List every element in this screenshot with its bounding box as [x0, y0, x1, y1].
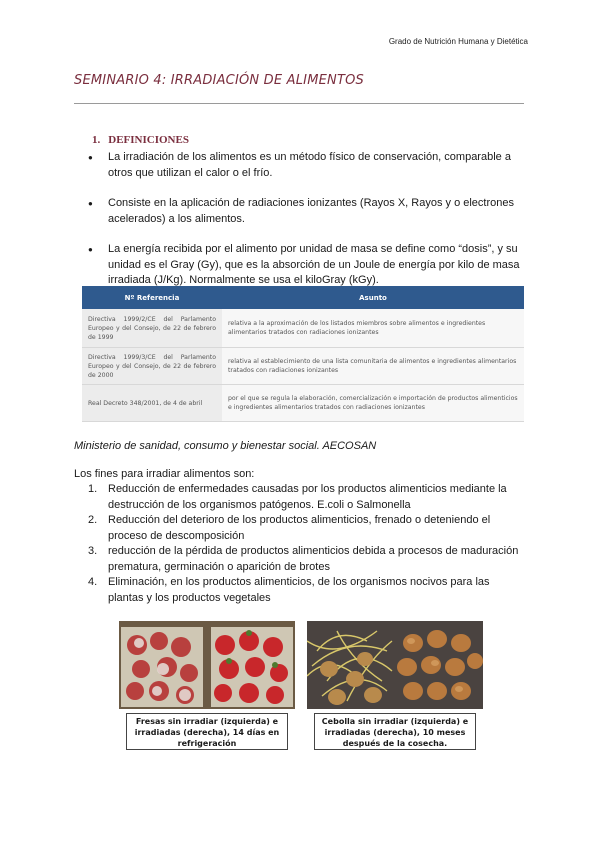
aims-list [88, 482, 528, 606]
list-item: ● La energía recibida por el alimento por unidad de masa se define como “dosis”, y su unidad es el Gray (Gy), que es la absorción de un Joule de energía por kilo de masa irradiada (J/Kg). Normalmente se usa el kiloGray (kGy). [88, 242, 528, 289]
strawberries-photo [119, 621, 295, 709]
list-item [88, 575, 528, 606]
list-item [88, 482, 528, 513]
table-cell-subject: relativa al establecimiento de una lista comunitaria de alimentos e ingredientes alimentarios tratados con radiaciones ionizantes [222, 348, 524, 385]
section-title: DEFINICIONES [108, 134, 189, 146]
table-cell-subject: relativa a la aproximación de los listados miembros sobre alimentos e ingredientes alimentarios tratados con radiaciones ionizantes [222, 309, 524, 348]
strawberries-caption: Fresas sin irradiar (izquierda) e irradiadas (derecha), 14 días en refrigeración [126, 713, 288, 750]
table-source: Ministerio de sanidad, consumo y bienestar social. AECOSAN [74, 440, 377, 452]
list-text: reducción de la pérdida de productos alimenticios debida a procesos de maduración prematura, germinación o aparición de brotes [108, 545, 519, 573]
list-number: 2. [88, 514, 98, 526]
list-text: Reducción de enfermedades causadas por los productos alimenticios mediante la destrucción de los organismos patógenos. E.coli o Salmonella [108, 483, 507, 511]
page-title: SEMINARIO 4: IRRADIACIÓN DE ALIMENTOS [74, 73, 364, 88]
title-divider [74, 103, 524, 104]
table-header-row [82, 286, 524, 309]
table-cell-reference: Directiva 1999/2/CE del Parlamento Europeo y del Consejo, de 22 de febrero de 1999 [82, 309, 222, 348]
onions-photo [307, 621, 483, 709]
aims-intro: Los fines para irradiar alimentos son: [74, 468, 255, 480]
list-item: ● Consiste en la aplicación de radiaciones ionizantes (Rayos X, Rayos y o electrones acelerados) a los alimentos. [88, 196, 528, 227]
section-heading [92, 134, 189, 146]
table-cell-subject: por el que se regula la elaboración, comercialización e importación de productos alimenticios e ingredientes alimentarios tratados con radiaciones ionizantes [222, 385, 524, 422]
list-item: ● La irradiación de los alimentos es un método físico de conservación, comparable a otros que utilizan el calor o el frío. [88, 150, 528, 181]
list-number: 4. [88, 576, 98, 588]
list-item [88, 513, 528, 544]
definitions-list [88, 150, 528, 304]
table-row [82, 309, 524, 348]
table-cell-reference: Real Decreto 348/2001, de 4 de abril [82, 385, 222, 422]
table-cell-reference: Directiva 1999/3/CE del Parlamento Europeo y del Consejo, de 22 de febrero de 2000 [82, 348, 222, 385]
list-number: 3. [88, 545, 98, 557]
table-header-subject: Asunto [222, 286, 524, 309]
legislation-table [82, 286, 524, 422]
section-number: 1. [92, 134, 101, 146]
list-text: Reducción del deterioro de los productos alimenticios, frenado o deteniendo el proceso de descomposición [108, 514, 491, 542]
table-row [82, 348, 524, 385]
list-item [88, 544, 528, 575]
onions-caption: Cebolla sin irradiar (izquierda) e irradiadas (derecha), 10 meses después de la cosecha. [314, 713, 476, 750]
list-number: 1. [88, 483, 98, 495]
list-text: Eliminación, en los productos alimenticios, de los organismos nocivos para las plantas y los productos vegetales [108, 576, 490, 604]
course-header: Grado de Nutrición Humana y Dietética [388, 37, 528, 46]
table-row [82, 385, 524, 422]
table-header-reference: Nº Referencia [82, 286, 222, 309]
